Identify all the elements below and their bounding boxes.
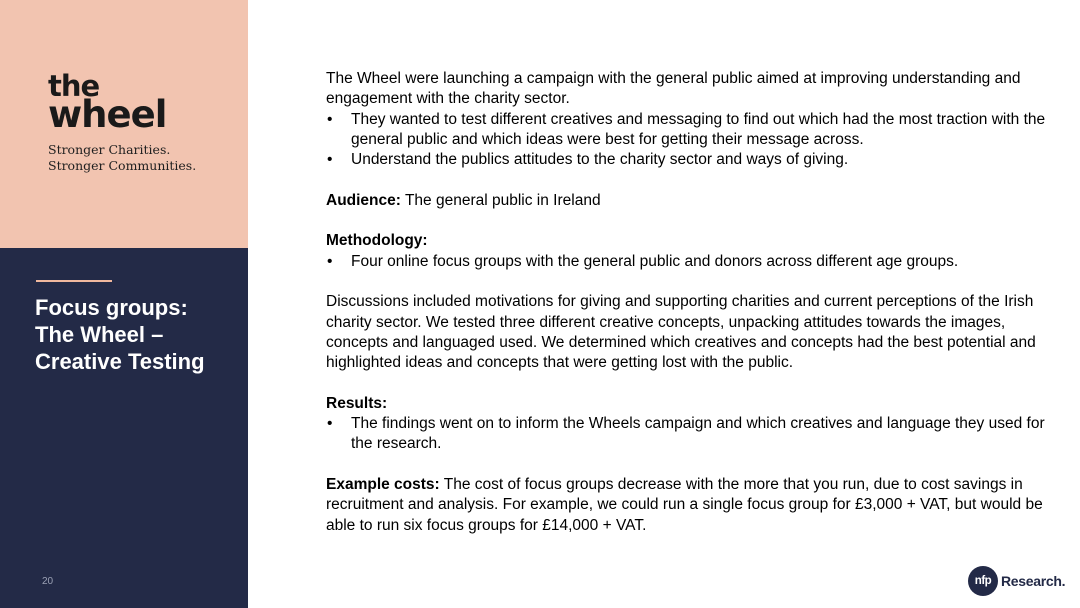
accent-divider bbox=[36, 280, 112, 282]
logo-the-text: the bbox=[48, 69, 100, 103]
audience-label: Audience: bbox=[326, 191, 401, 209]
results-label: Results: bbox=[326, 394, 388, 412]
costs-label: Example costs: bbox=[326, 475, 440, 493]
logo-tagline bbox=[48, 142, 196, 174]
results-bullet-1: • The findings went on to inform the Wheels campaign and which creatives and language they used for the research. bbox=[326, 414, 1046, 455]
page-number: 20 bbox=[42, 576, 54, 587]
the-wheel-logo bbox=[48, 69, 197, 174]
nfp-research-logo bbox=[968, 566, 1065, 596]
methodology-bullet-1: • Four online focus groups with the general public and donors across different age groups. bbox=[326, 252, 1046, 272]
intro-bullet-1: • They wanted to test different creatives and messaging to find out which had the most traction with the general public and which ideas were best for getting their message across. bbox=[326, 110, 1046, 151]
slide-title bbox=[35, 294, 245, 375]
discussion-paragraph: Discussions included motivations for giving and supporting charities and current perceptions of the Irish charity sector. We tested three different creative concepts, unpacking attitudes towards the images, concepts and languaged used. We determined which creatives and concepts had the best potential and highlighted ideas and concepts that were getting lost with the public. bbox=[326, 293, 1036, 372]
nfp-mark: nfp bbox=[968, 566, 998, 596]
methodology-heading bbox=[326, 231, 1046, 251]
logo-tagline-line2: Stronger Communities. bbox=[48, 158, 197, 173]
slide-title-line1: Focus groups: bbox=[35, 295, 188, 320]
logo-tagline-line1: Stronger Charities. bbox=[48, 142, 171, 157]
intro-paragraph: The Wheel were launching a campaign with the general public aimed at improving understanding and engagement with the charity sector. bbox=[326, 70, 1021, 108]
slide-title-line3: Creative Testing bbox=[35, 349, 205, 374]
audience-text: The general public in Ireland bbox=[400, 191, 601, 209]
slide-title-line2: The Wheel – bbox=[35, 322, 164, 347]
costs-section bbox=[326, 475, 1046, 536]
logo-panel bbox=[0, 0, 248, 248]
costs-text: The cost of focus groups decrease with the more that you run, due to cost savings in recruitment and analysis. For example, we could run a single focus group for £3,000 + VAT, but would be able to run six focus groups for £14,000 + VAT. bbox=[326, 475, 1043, 534]
methodology-label: Methodology: bbox=[326, 232, 428, 250]
logo-wheel-text: wheel bbox=[48, 93, 167, 136]
nfp-research-text: Research. bbox=[1001, 573, 1066, 589]
audience-section bbox=[326, 191, 1046, 211]
results-heading bbox=[326, 394, 1046, 414]
content-body bbox=[326, 69, 1046, 536]
intro-bullet-2: • Understand the publics attitudes to the charity sector and ways of giving. bbox=[326, 150, 1046, 170]
